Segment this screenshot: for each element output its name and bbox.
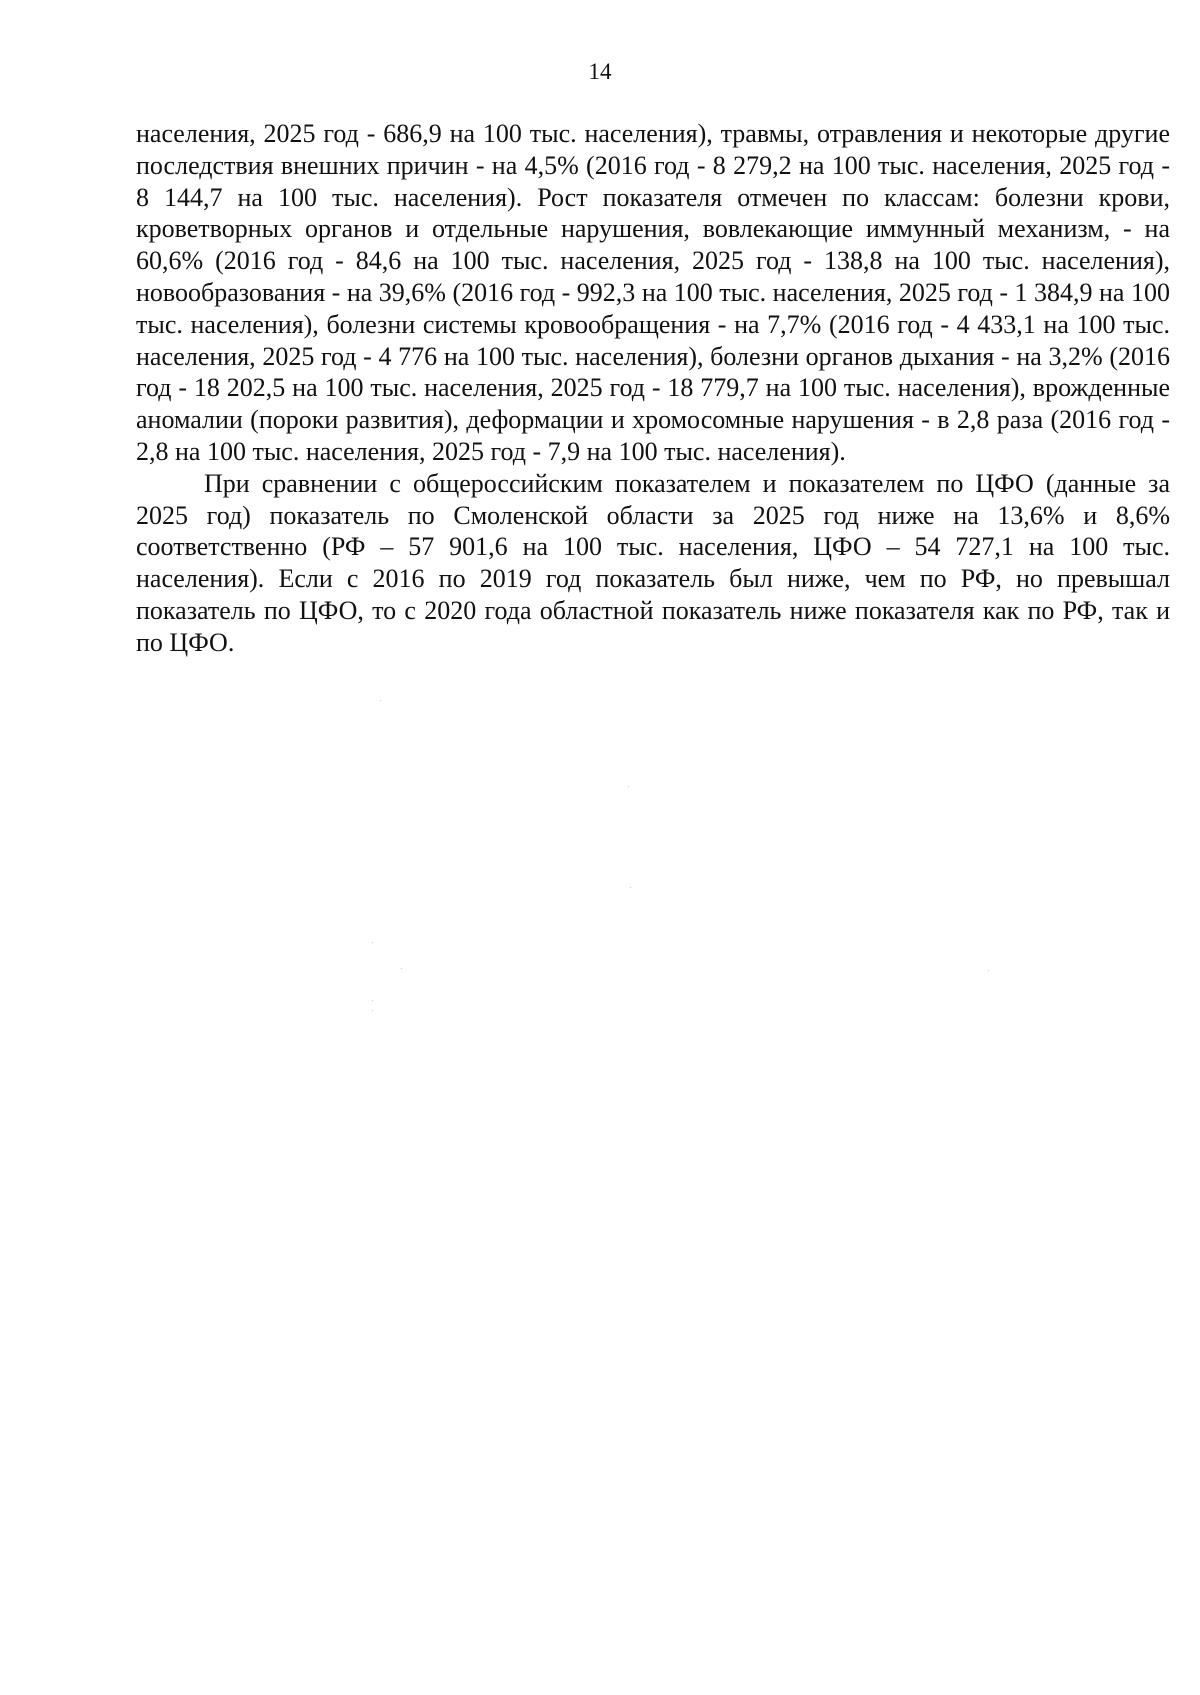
scan-speck	[628, 786, 629, 787]
scan-speck	[372, 942, 373, 943]
scan-speck	[380, 700, 381, 701]
paragraph-comparison: При сравнении с общероссийским показателем и показателем по ЦФО (данные за 2025 год) показатель по Смоленской области за 2025 год ниже на 13,6% и 8,6% соответственно (РФ – 57 901,6 на 100 тыс. населения, ЦФО – 54 727,1 на 100 тыс. населения). Если с 2016 по 2019 год показатель был ниже, чем по РФ, но превышал показатель по ЦФО, то с 2020 года областной показатель ниже показателя как по РФ, так и по ЦФО.	[136, 468, 1170, 657]
scan-speck	[401, 968, 402, 969]
page-number: 14	[588, 59, 612, 84]
body-text	[136, 118, 1170, 659]
paragraph-continuation: населения, 2025 год - 686,9 на 100 тыс. населения), травмы, отравления и некоторые другие последствия внешних причин - на 4,5% (2016 год - 8 279,2 на 100 тыс. населения, 2025 год - 8 144,7 на 100 тыс. населения). Рост показателя отмечен по классам: болезни крови, кроветворных органов и отдельные нарушения, вовлекающие иммунный механизм, - на 60,6% (2016 год - 84,6 на 100 тыс. населения, 2025 год - 138,8 на 100 тыс. населения), новообразования - на 39,6% (2016 год - 992,3 на 100 тыс. населения, 2025 год - 1 384,9 на 100 тыс. населения), болезни системы кровообращения - на 7,7% (2016 год - 4 433,1 на 100 тыс. населения, 2025 год - 4 776 на 100 тыс. населения), болезни органов дыхания - на 3,2% (2016 год - 18 202,5 на 100 тыс. населения, 2025 год - 18 779,7 на 100 тыс. населения), врожденные аномалии (пороки развития), деформации и хромосомные нарушения - в 2,8 раза (2016 год - 2,8 на 100 тыс. населения, 2025 год - 7,9 на 100 тыс. населения).	[136, 119, 1170, 466]
scan-speck	[372, 1010, 373, 1011]
scan-speck	[372, 1000, 373, 1001]
scan-speck	[630, 887, 631, 888]
scan-speck	[988, 970, 989, 971]
